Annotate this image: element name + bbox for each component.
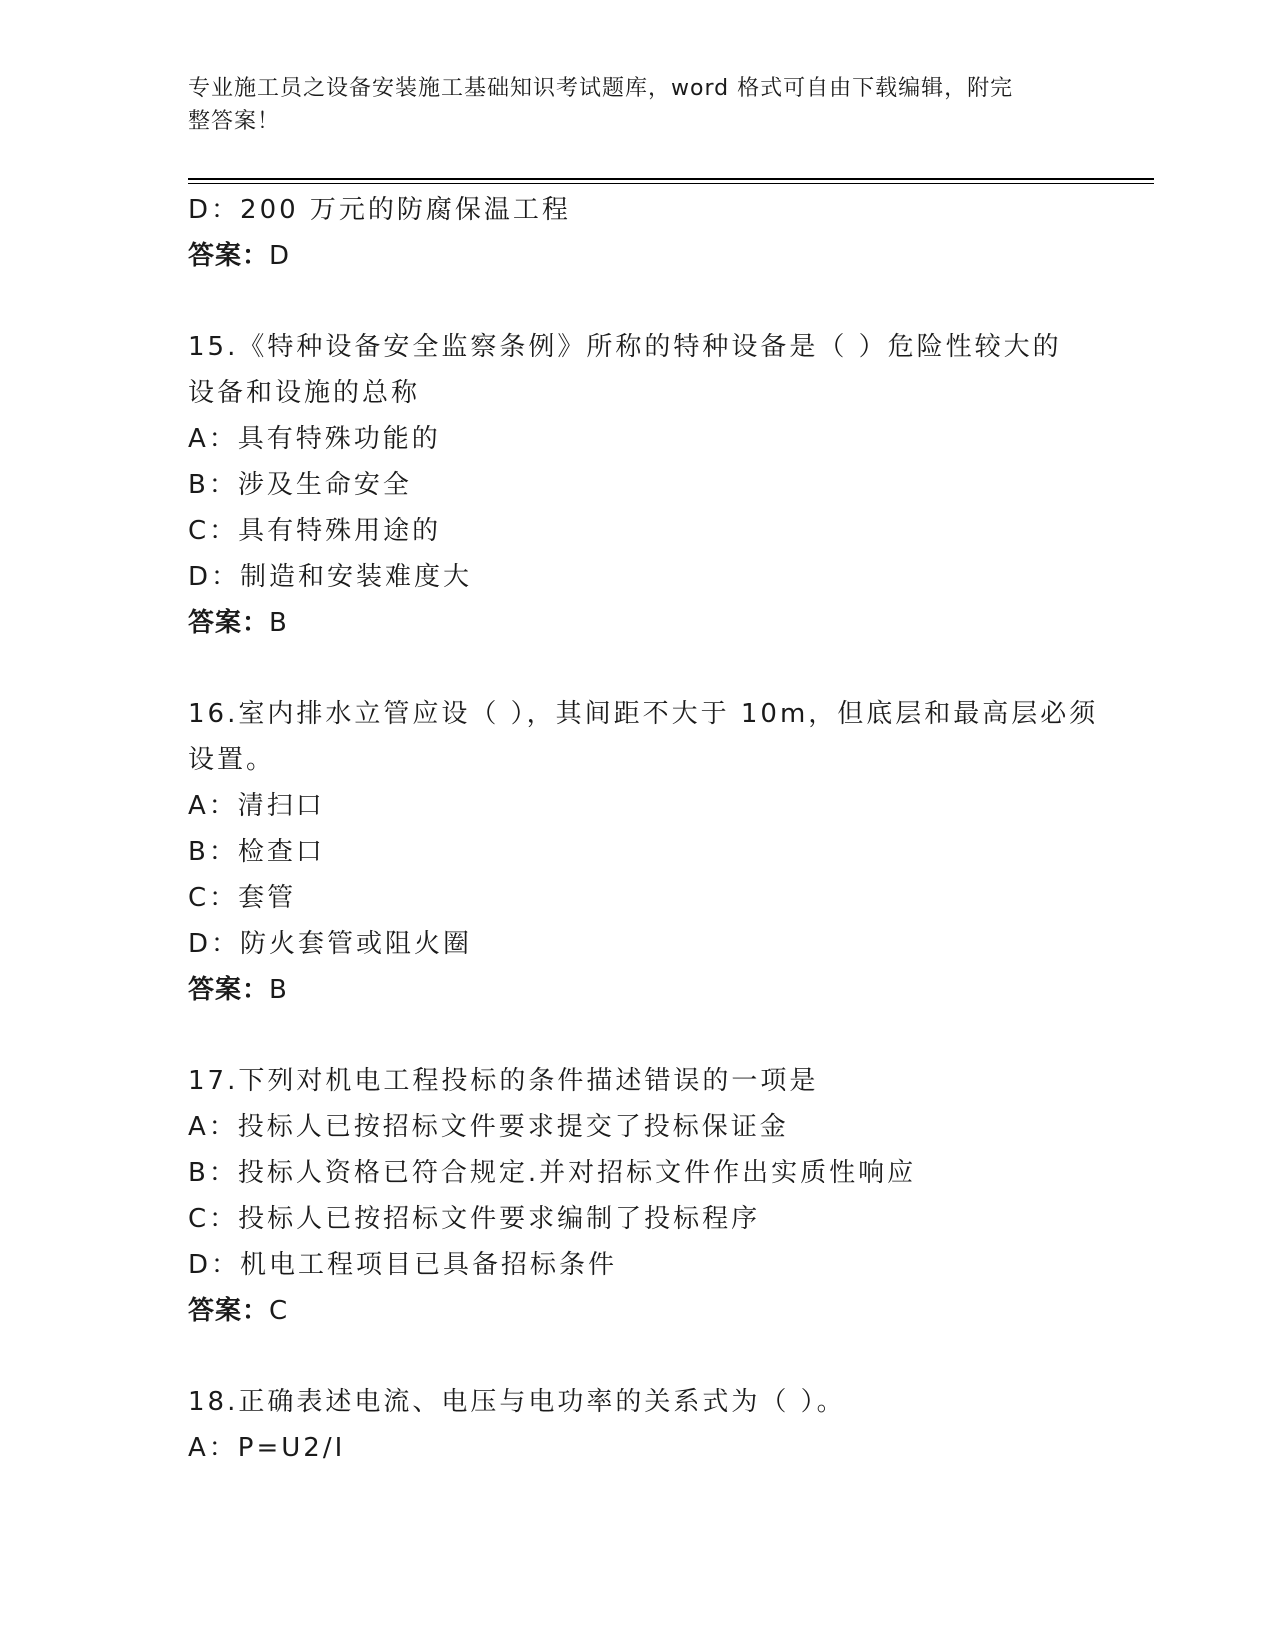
answer-label: 答案：: [188, 241, 270, 271]
option-b: B：涉及生命安全: [188, 470, 412, 500]
answer-value: B: [269, 608, 288, 638]
option-b: B：检查口: [188, 837, 325, 867]
question-title-line: 设备和设施的总称: [188, 378, 421, 408]
question-content: [188, 187, 1108, 1471]
document-header: [188, 72, 1068, 138]
question-title-line: 设置。: [188, 745, 276, 775]
option-c: C：投标人已按招标文件要求编制了投标程序: [188, 1204, 761, 1234]
question-title-line: 18.正确表述电流、电压与电功率的关系式为（ ）。: [188, 1387, 846, 1417]
q14-option-d: D：200 万元的防腐保温工程: [188, 195, 571, 225]
header-line-1: 专业施工员之设备安装施工基础知识考试题库，word 格式可自由下载编辑，附完: [188, 76, 1014, 101]
question-title-line: 16.室内排水立管应设（ ），其间距不大于 10m，但底层和最高层必须: [188, 699, 1099, 729]
answer-value: B: [269, 975, 288, 1005]
answer-label: 答案：: [188, 975, 270, 1005]
option-b: B：投标人资格已符合规定.并对招标文件作出实质性响应: [188, 1158, 917, 1188]
question-18: [188, 1379, 1108, 1471]
option-d: D：防火套管或阻火圈: [188, 929, 473, 959]
question-15: [188, 324, 1108, 646]
q14-answer: [188, 233, 1108, 279]
option-c: C：具有特殊用途的: [188, 516, 442, 546]
answer-label: 答案：: [188, 608, 270, 638]
header-line-2: 整答案！: [188, 109, 281, 134]
answer-label: 答案：: [188, 1296, 270, 1326]
header-divider-thin: [188, 183, 1154, 184]
option-a: A：投标人已按招标文件要求提交了投标保证金: [188, 1112, 789, 1142]
option-c: C：套管: [188, 883, 297, 913]
answer: [188, 600, 1108, 646]
question-title-line: 17.下列对机电工程投标的条件描述错误的一项是: [188, 1066, 819, 1096]
option-d: D：机电工程项目已具备招标条件: [188, 1250, 618, 1280]
answer: [188, 967, 1108, 1013]
option-a: A：清扫口: [188, 791, 325, 821]
answer-value: D: [269, 241, 291, 271]
option-d: D：制造和安装难度大: [188, 562, 473, 592]
header-divider-thick: [188, 178, 1154, 180]
option-a: A：P=U2/I: [188, 1433, 346, 1463]
answer: [188, 1288, 1108, 1334]
question-title-line: 15.《特种设备安全监察条例》所称的特种设备是（ ）危险性较大的: [188, 332, 1062, 362]
answer-value: C: [269, 1296, 289, 1326]
option-a: A：具有特殊功能的: [188, 424, 441, 454]
question-17: [188, 1058, 1108, 1334]
question-16: [188, 691, 1108, 1013]
